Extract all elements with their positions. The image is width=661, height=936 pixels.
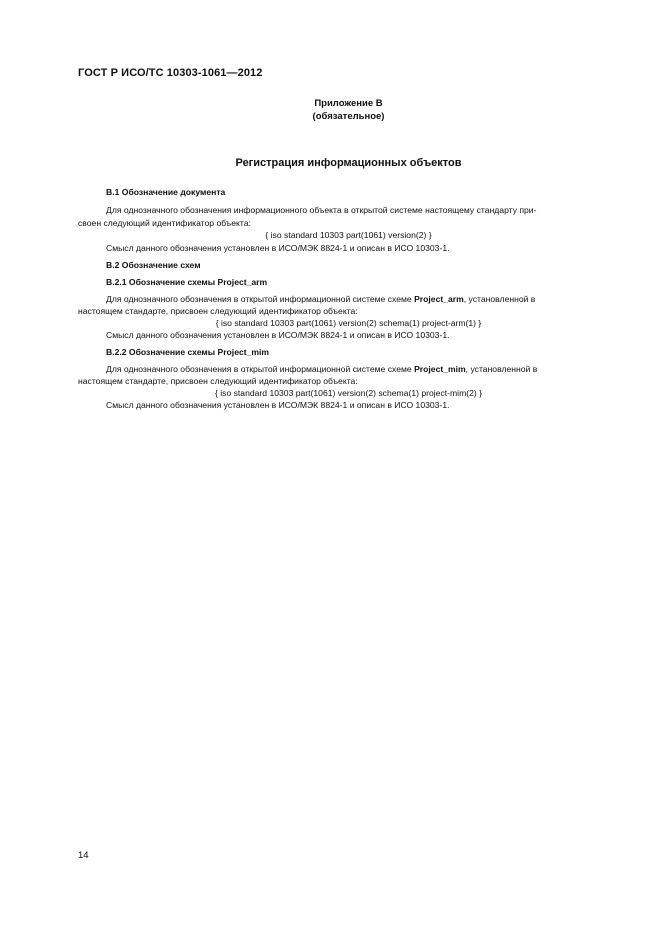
b22-paragraph-line1: [106, 364, 537, 375]
b21-paragraph-line2: настоящем стандарте, присвоен следующий идентификатор объекта:: [78, 306, 358, 316]
b22-text-before: Для однозначного обозначения в открытой информационной системе схеме: [106, 364, 415, 374]
section-heading-b21: В.2.1 Обозначение схемы Project_arm: [106, 277, 268, 287]
b1-paragraph-line2: своен следующий идентификатор объекта:: [78, 218, 251, 228]
b21-schema-name: Project_arm: [414, 294, 464, 304]
section-heading-b2: В.2 Обозначение схем: [106, 260, 201, 270]
document-header-code: ГОСТ Р ИСО/ТС 10303-1061—2012: [78, 67, 263, 79]
section-heading-b1: В.1 Обозначение документа: [106, 187, 226, 197]
b21-meaning-text: Смысл данного обозначения установлен в ИСО/МЭК 8824-1 и описан в ИСО 10303-1.: [106, 330, 450, 340]
b21-paragraph-line1: [106, 294, 535, 305]
b22-object-identifier: { iso standard 10303 part(1061) version(2) schema(1) project-mim(2) }: [214, 388, 482, 398]
b21-text-after: , установленной в: [463, 294, 536, 304]
b1-paragraph-line1: Для однозначного обозначения информационного объекта в открытой системе настоящему стандарту при-: [106, 205, 537, 215]
b22-paragraph-line2: настоящем стандарте, присвоен следующий идентификатор объекта:: [78, 376, 358, 386]
b1-meaning-text: Смысл данного обозначения установлен в ИСО/МЭК 8824-1 и описан в ИСО 10303-1.: [106, 243, 450, 253]
page-title: Регистрация информационных объектов: [235, 157, 462, 169]
appendix-block: [0, 97, 661, 123]
b1-object-identifier: { iso standard 10303 part(1061) version(2) }: [265, 230, 432, 240]
appendix-title: Приложение В: [314, 98, 383, 109]
b22-schema-name: Project_mim: [414, 364, 466, 374]
appendix-note: (обязательное): [312, 111, 385, 122]
page-number: 14: [78, 850, 89, 861]
b21-object-identifier: { iso standard 10303 part(1061) version(2) schema(1) project-arm(1) }: [215, 318, 482, 328]
b22-meaning-text: Смысл данного обозначения установлен в ИСО/МЭК 8824-1 и описан в ИСО 10303-1.: [106, 400, 450, 410]
section-heading-b22: В.2.2 Обозначение схемы Project_mim: [106, 347, 270, 357]
b22-text-after: , установленной в: [465, 364, 538, 374]
b21-text-before: Для однозначного обозначения в открытой информационной системе схеме: [106, 294, 415, 304]
